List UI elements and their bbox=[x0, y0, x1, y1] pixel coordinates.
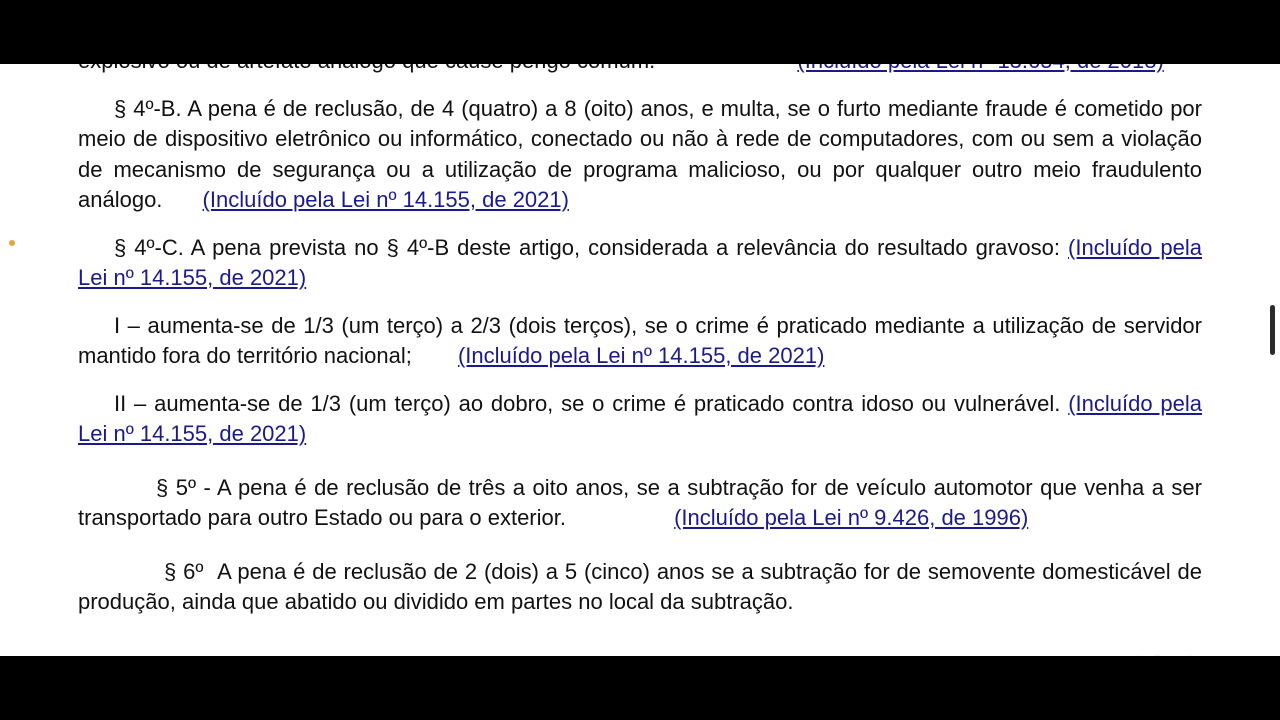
law-reference-link[interactable]: (Incluído pela Lei nº 9.426, de 1996) bbox=[674, 505, 1029, 530]
paragraph-text: § 4º-B. A pena é de reclusão, de 4 (quatro) a 8 (oito) anos, e multa, se o furto mediante fraude é cometido por meio de dispositivo eletrônico ou informático, conectado ou não à rede de computadores, com ou sem a violação de mecanismo de segurança ou a utilização de programa malicioso, ou por qualquer outro meio fraudulento análogo. bbox=[78, 95, 1202, 212]
cursor-dot bbox=[9, 240, 15, 246]
paragraph-6 bbox=[78, 557, 1202, 618]
paragraph-4b bbox=[78, 94, 1202, 216]
paragraph-inciso-ii bbox=[78, 389, 1202, 450]
letterbox-top bbox=[0, 0, 1280, 64]
law-reference-link[interactable]: (Incluído pela Lei nº 14.155, de 2021) bbox=[78, 390, 1202, 446]
paragraph-inciso-i bbox=[78, 311, 1202, 372]
paragraph-4c bbox=[78, 233, 1202, 294]
paragraph-text: I – aumenta-se de 1/3 (um terço) a 2/3 (dois terços), se o crime é praticado mediante a utilização de servidor mantido fora do território nacional; bbox=[78, 312, 1202, 368]
law-reference-link[interactable]: (Incluído pela Lei nº 14.155, de 2021) bbox=[202, 187, 569, 212]
law-text bbox=[78, 46, 1202, 618]
law-reference-link[interactable]: (Incluído pela Lei nº 14.155, de 2021) bbox=[78, 234, 1203, 290]
scrollbar-thumb[interactable] bbox=[1270, 305, 1275, 355]
law-reference-link[interactable]: (Incluído pela Lei nº 14.155, de 2021) bbox=[457, 343, 825, 368]
paragraph-label: § 6º bbox=[164, 558, 204, 584]
paragraph-text: A pena é de reclusão de 2 (dois) a 5 (cinco) anos se a subtração for de semovente domesticável de produção, ainda que abatido ou dividido em partes no local da subtração. bbox=[78, 558, 1202, 614]
paragraph-text: II – aumenta-se de 1/3 (um terço) ao dobro, se o crime é praticado contra idoso ou vulnerável. bbox=[114, 390, 1061, 416]
letterbox-bottom bbox=[0, 656, 1280, 720]
document-page bbox=[0, 64, 1280, 656]
paragraph-text: § 4º-C. A pena prevista no § 4º-B deste artigo, considerada a relevância do resultado gravoso: bbox=[114, 234, 1060, 260]
paragraph-5 bbox=[78, 473, 1202, 534]
paragraph-text: § 5º - A pena é de reclusão de três a oito anos, se a subtração for de veículo automotor que venha a ser transportado para outro Estado ou para o exterior. bbox=[78, 474, 1202, 530]
